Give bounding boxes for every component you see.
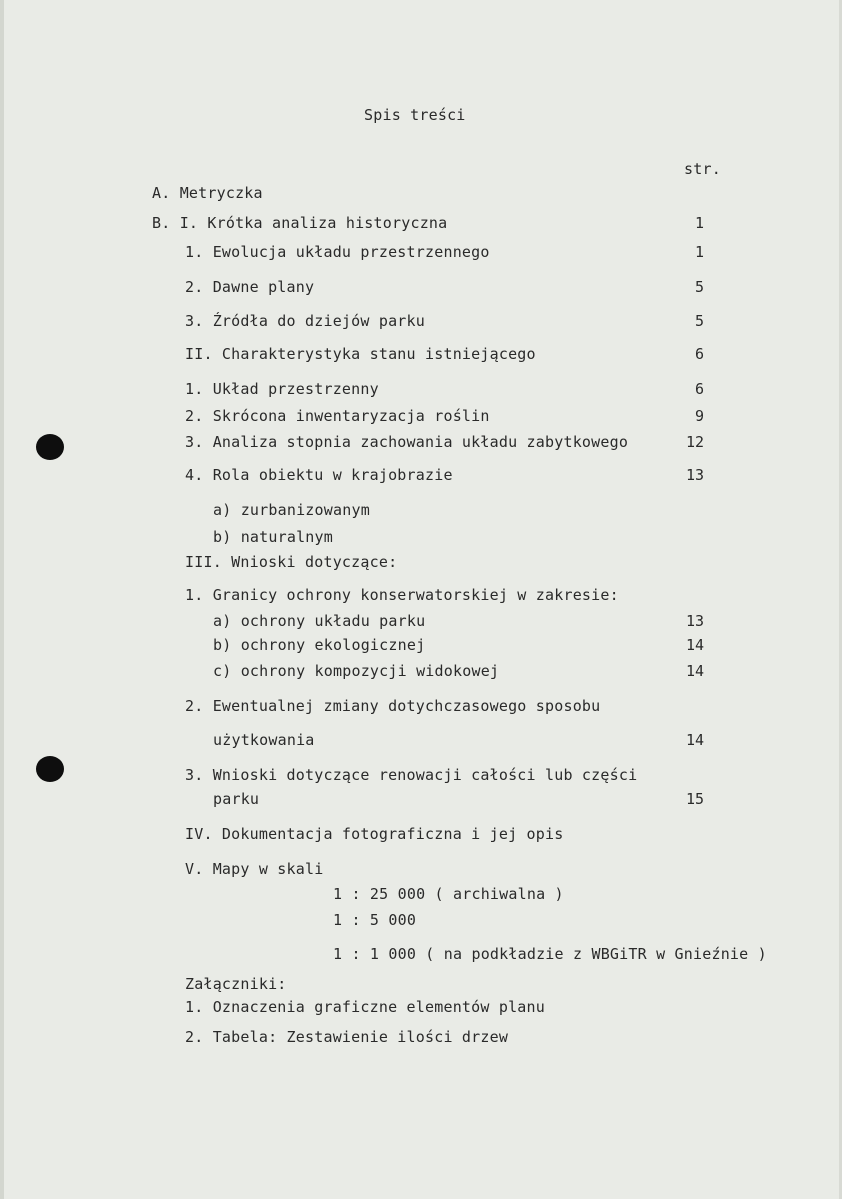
map-scale-entry: 1 : 5 000 [333,911,417,929]
toc-entry: parku [213,790,260,808]
toc-page-number: 14 [685,636,704,654]
toc-page-number: 12 [685,433,704,451]
toc-page-number: 14 [685,731,704,749]
toc-page-number: 6 [694,380,704,398]
toc-entry: 1. Oznaczenia graficzne elementów planu [185,998,545,1016]
toc-entry: b) naturalnym [213,528,333,546]
page-left-edge [0,0,4,1199]
toc-page-number: 5 [694,278,704,296]
toc-page-number: 15 [685,790,704,808]
toc-entry: 2. Dawne plany [185,278,315,296]
toc-entry: 3. Źródła do dziejów parku [185,312,425,330]
toc-page-number: 13 [685,612,704,630]
toc-entry: użytkowania [213,731,315,749]
toc-entry: c) ochrony kompozycji widokowej [213,662,500,680]
toc-entry: a) zurbanizowanym [213,501,370,519]
toc-page-number: 1 [694,214,704,232]
toc-entry: 1. Układ przestrzenny [185,380,379,398]
toc-entry: II. Charakterystyka stanu istniejącego [185,345,536,363]
attachments-heading: Załączniki: [185,975,287,993]
toc-page-number: 13 [685,466,704,484]
toc-page-number: 14 [685,662,704,680]
map-scale-entry: 1 : 1 000 ( na podkładzie z WBGiTR w Gnieźnie ) [333,945,767,963]
map-scale-entry: 1 : 25 000 ( archiwalna ) [333,885,564,903]
toc-entry: IV. Dokumentacja fotograficzna i jej opis [185,825,564,843]
toc-entry: 2. Skrócona inwentaryzacja roślin [185,407,490,425]
toc-entry: b) ochrony ekologicznej [213,636,426,654]
toc-entry: III. Wnioski dotyczące: [185,553,398,571]
toc-entry: 4. Rola obiektu w krajobrazie [185,466,453,484]
toc-page-number: 1 [694,243,704,261]
toc-page-number: 6 [694,345,704,363]
punch-hole-bottom [36,756,64,782]
toc-entry: 2. Tabela: Zestawienie ilości drzew [185,1028,509,1046]
toc-entry: A. Metryczka [152,184,263,202]
toc-entry: a) ochrony układu parku [213,612,426,630]
punch-hole-top [36,434,64,460]
toc-entry: 1. Granicy ochrony konserwatorskiej w zakresie: [185,586,619,604]
toc-entry: B. I. Krótka analiza historyczna [152,214,448,232]
toc-page-number: 5 [694,312,704,330]
page-column-header: str. [684,160,721,178]
toc-entry: 3. Wnioski dotyczące renowacji całości lub części [185,766,638,784]
toc-entry: 3. Analiza stopnia zachowania układu zabytkowego [185,433,629,451]
toc-page-number: 9 [694,407,704,425]
toc-entry: 1. Ewolucja układu przestrzennego [185,243,490,261]
page-title: Spis treści [364,106,466,124]
toc-entry: V. Mapy w skali [185,860,324,878]
toc-entry: 2. Ewentualnej zmiany dotychczasowego sposobu [185,697,601,715]
